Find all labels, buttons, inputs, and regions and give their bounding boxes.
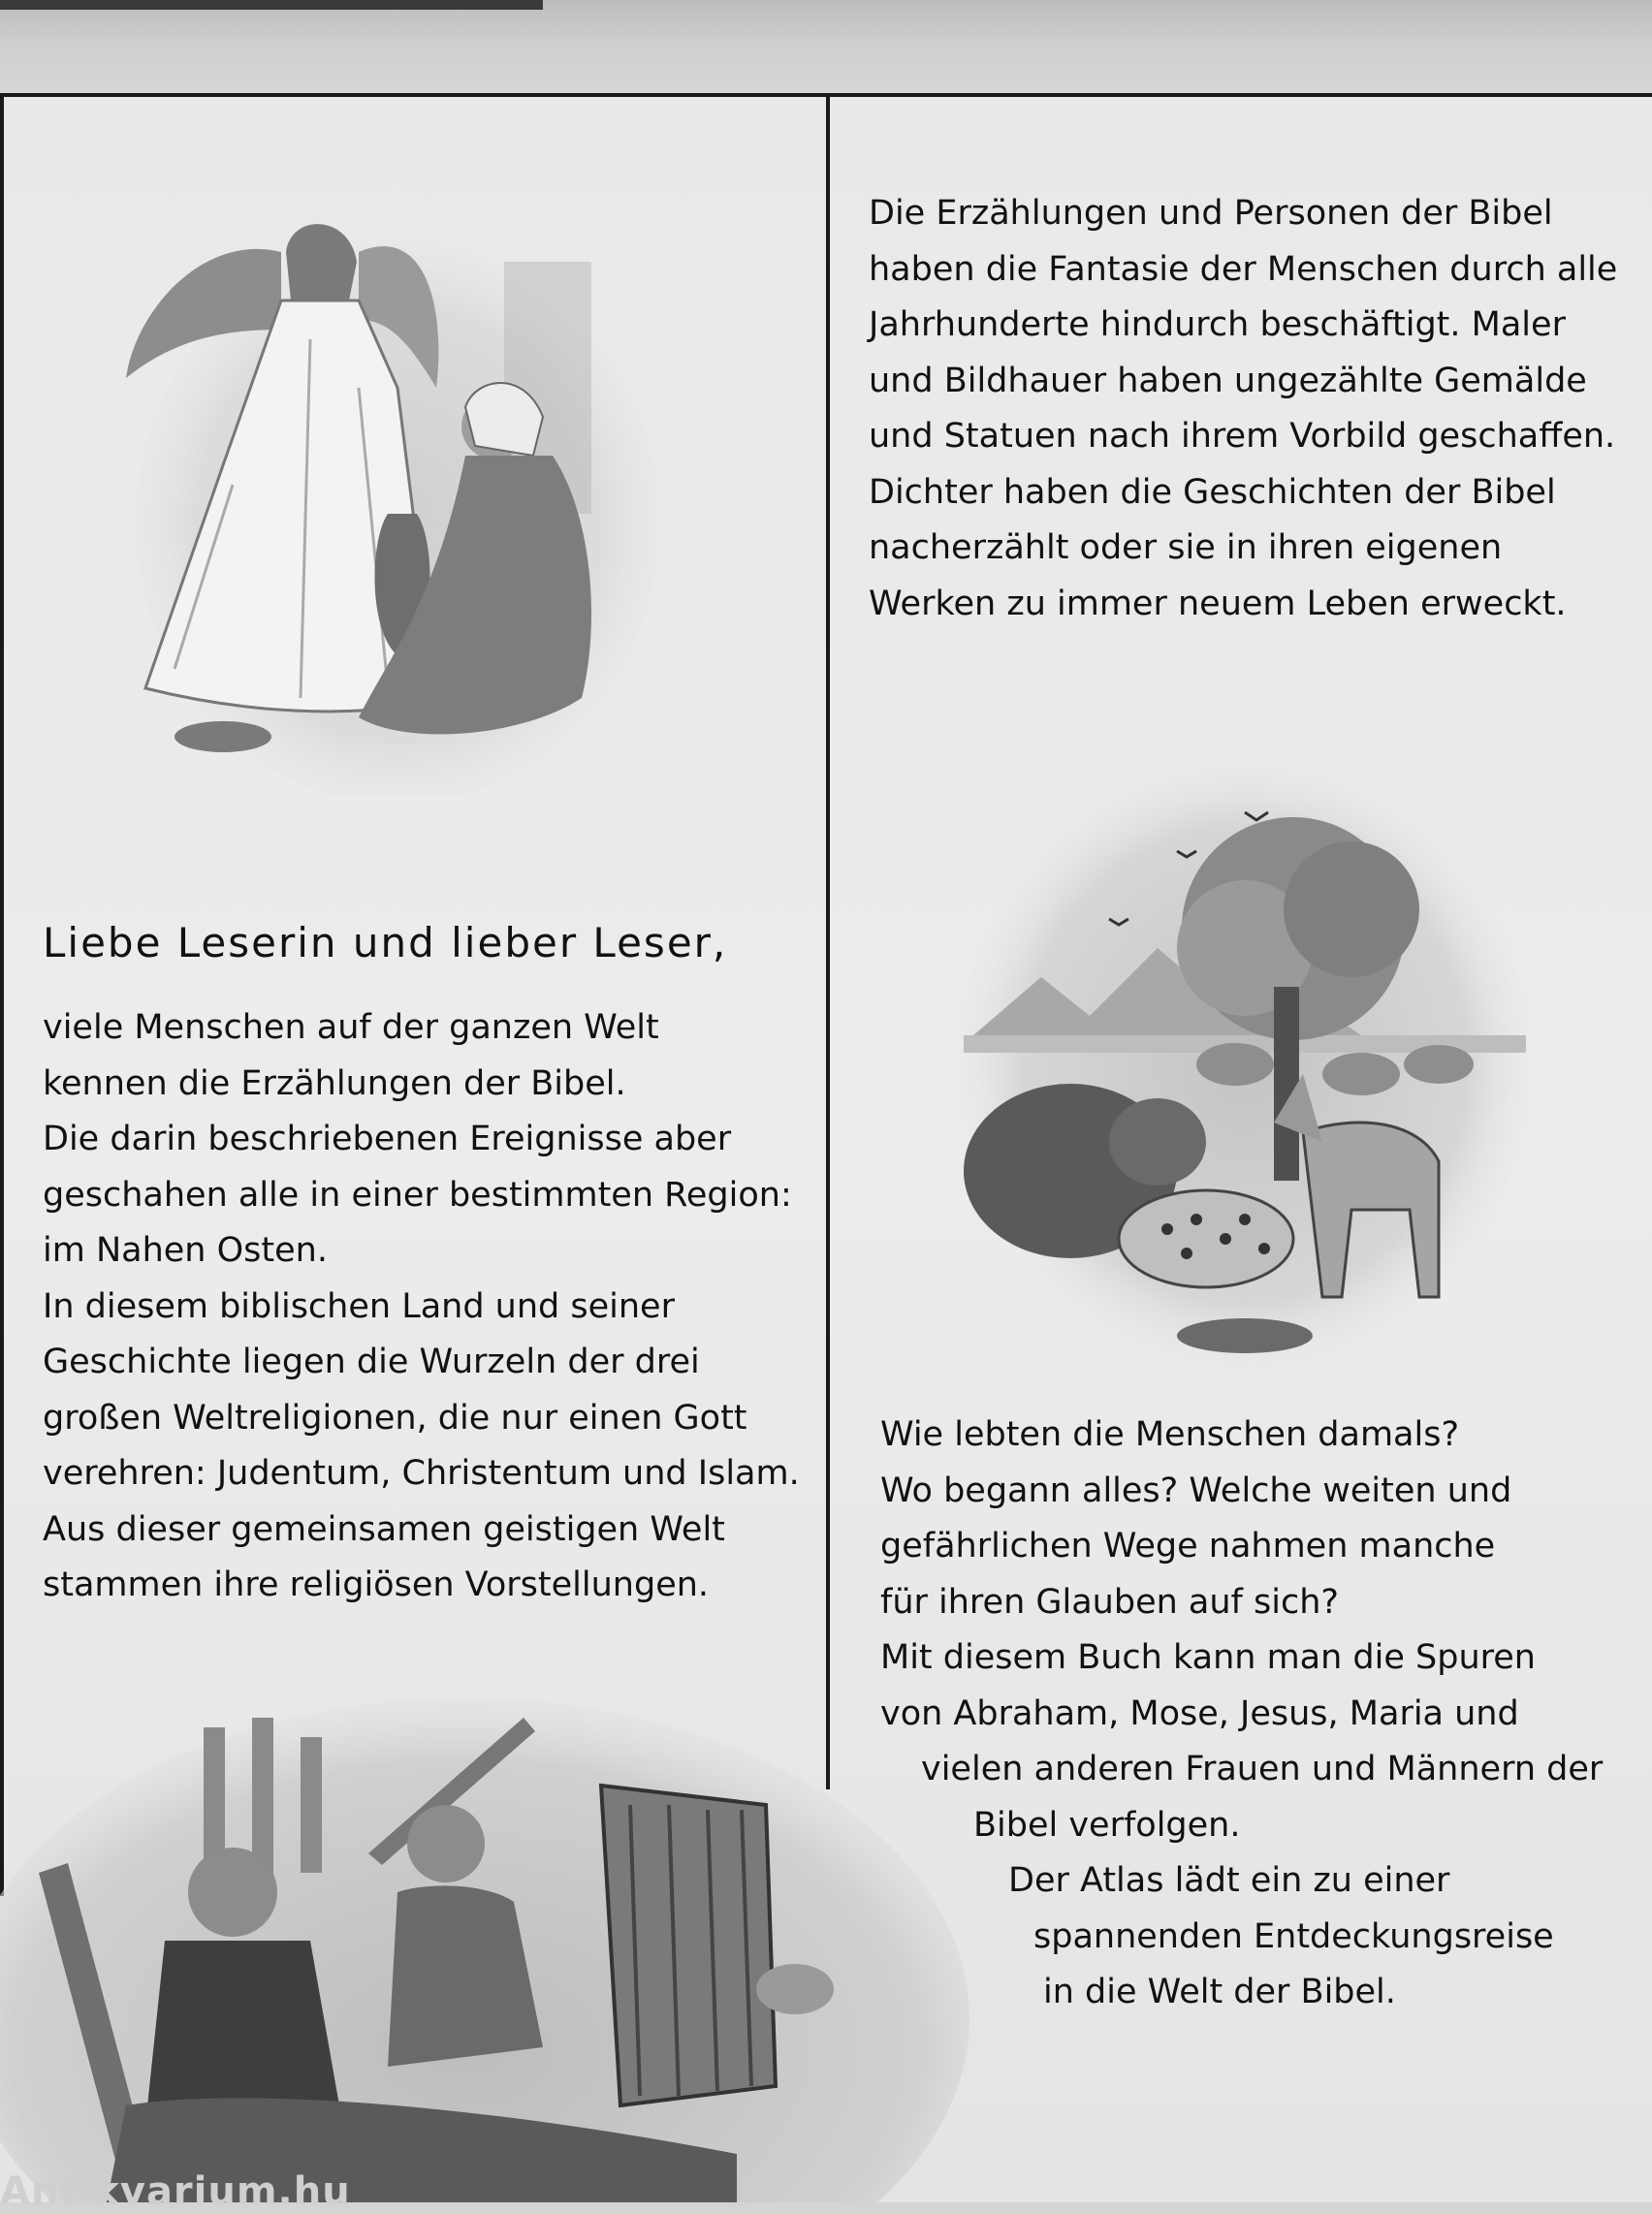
column-divider <box>826 93 830 1789</box>
text-line: Bibel verfolgen. <box>973 1805 1241 1845</box>
text-line: Mit diesem Buch kann man die Spuren <box>880 1638 1536 1677</box>
letter-body <box>43 1000 800 1614</box>
text-line: Dichter haben die Geschichten der Bibel <box>869 472 1556 512</box>
text-line: Die darin beschriebenen Ereignisse aber <box>43 1120 732 1158</box>
text-line: Der Atlas lädt ein zu einer <box>1008 1861 1450 1900</box>
text-line: geschahen alle in einer bestimmten Region: <box>43 1175 792 1215</box>
text-line: Jahrhunderte hindurch beschäftigt. Maler <box>869 305 1566 344</box>
text-line: im Nahen Osten. <box>43 1231 328 1270</box>
text-line: nacherzählt oder sie in ihren eigenen <box>869 528 1503 567</box>
text-line: von Abraham, Mose, Jesus, Maria und <box>880 1693 1519 1733</box>
text-line: großen Weltreligionen, die nur einen Gott <box>43 1398 747 1438</box>
text-line: und Bildhauer haben ungezählte Gemälde <box>869 361 1587 400</box>
text-line: stammen ihre religiösen Vorstellungen. <box>43 1566 710 1604</box>
text-line: für ihren Glauben auf sich? <box>880 1582 1339 1622</box>
text-line: kennen die Erzählungen der Bibel. <box>43 1063 626 1103</box>
dark-edge <box>0 0 543 10</box>
frame-left-rule <box>0 93 4 1896</box>
prison-illustration <box>0 1698 969 2202</box>
text-line: und Statuen nach ihrem Vorbild geschaffen. <box>869 417 1616 456</box>
text-line: Wie lebten die Menschen damals? <box>880 1415 1460 1454</box>
angel-illustration <box>116 194 659 795</box>
questions-paragraph <box>880 1407 1603 2021</box>
text-line: gefährlichen Wege nahmen manche <box>880 1527 1496 1566</box>
text-line: haben die Fantasie der Menschen durch alle <box>869 249 1618 289</box>
text-line: vielen anderen Frauen und Männern der <box>921 1750 1604 1788</box>
intro-paragraph <box>869 186 1617 632</box>
paradise-illustration <box>954 754 1536 1375</box>
watermark: Antikvarium.hu <box>0 2169 351 2214</box>
text-line: viele Menschen auf der ganzen Welt <box>43 1008 659 1047</box>
letter-greeting: Liebe Leserin und lieber Leser, <box>43 919 728 966</box>
text-line: spannenden Entdeckungsreise <box>1033 1916 1554 1956</box>
text-line: verehren: Judentum, Christentum und Islam. <box>43 1454 800 1493</box>
text-line: Aus dieser gemeinsamen geistigen Welt <box>43 1509 725 1549</box>
text-line: Wo begann alles? Welche weiten und <box>880 1471 1512 1510</box>
text-line: In diesem biblischen Land und seiner <box>43 1286 675 1326</box>
text-line: Die Erzählungen und Personen der Bibel <box>869 194 1553 233</box>
text-line: in die Welt der Bibel. <box>1043 1973 1396 2011</box>
text-line: Werken zu immer neuem Leben erweckt. <box>869 584 1567 623</box>
text-line: Geschichte liegen die Wurzeln der drei <box>43 1343 700 1381</box>
